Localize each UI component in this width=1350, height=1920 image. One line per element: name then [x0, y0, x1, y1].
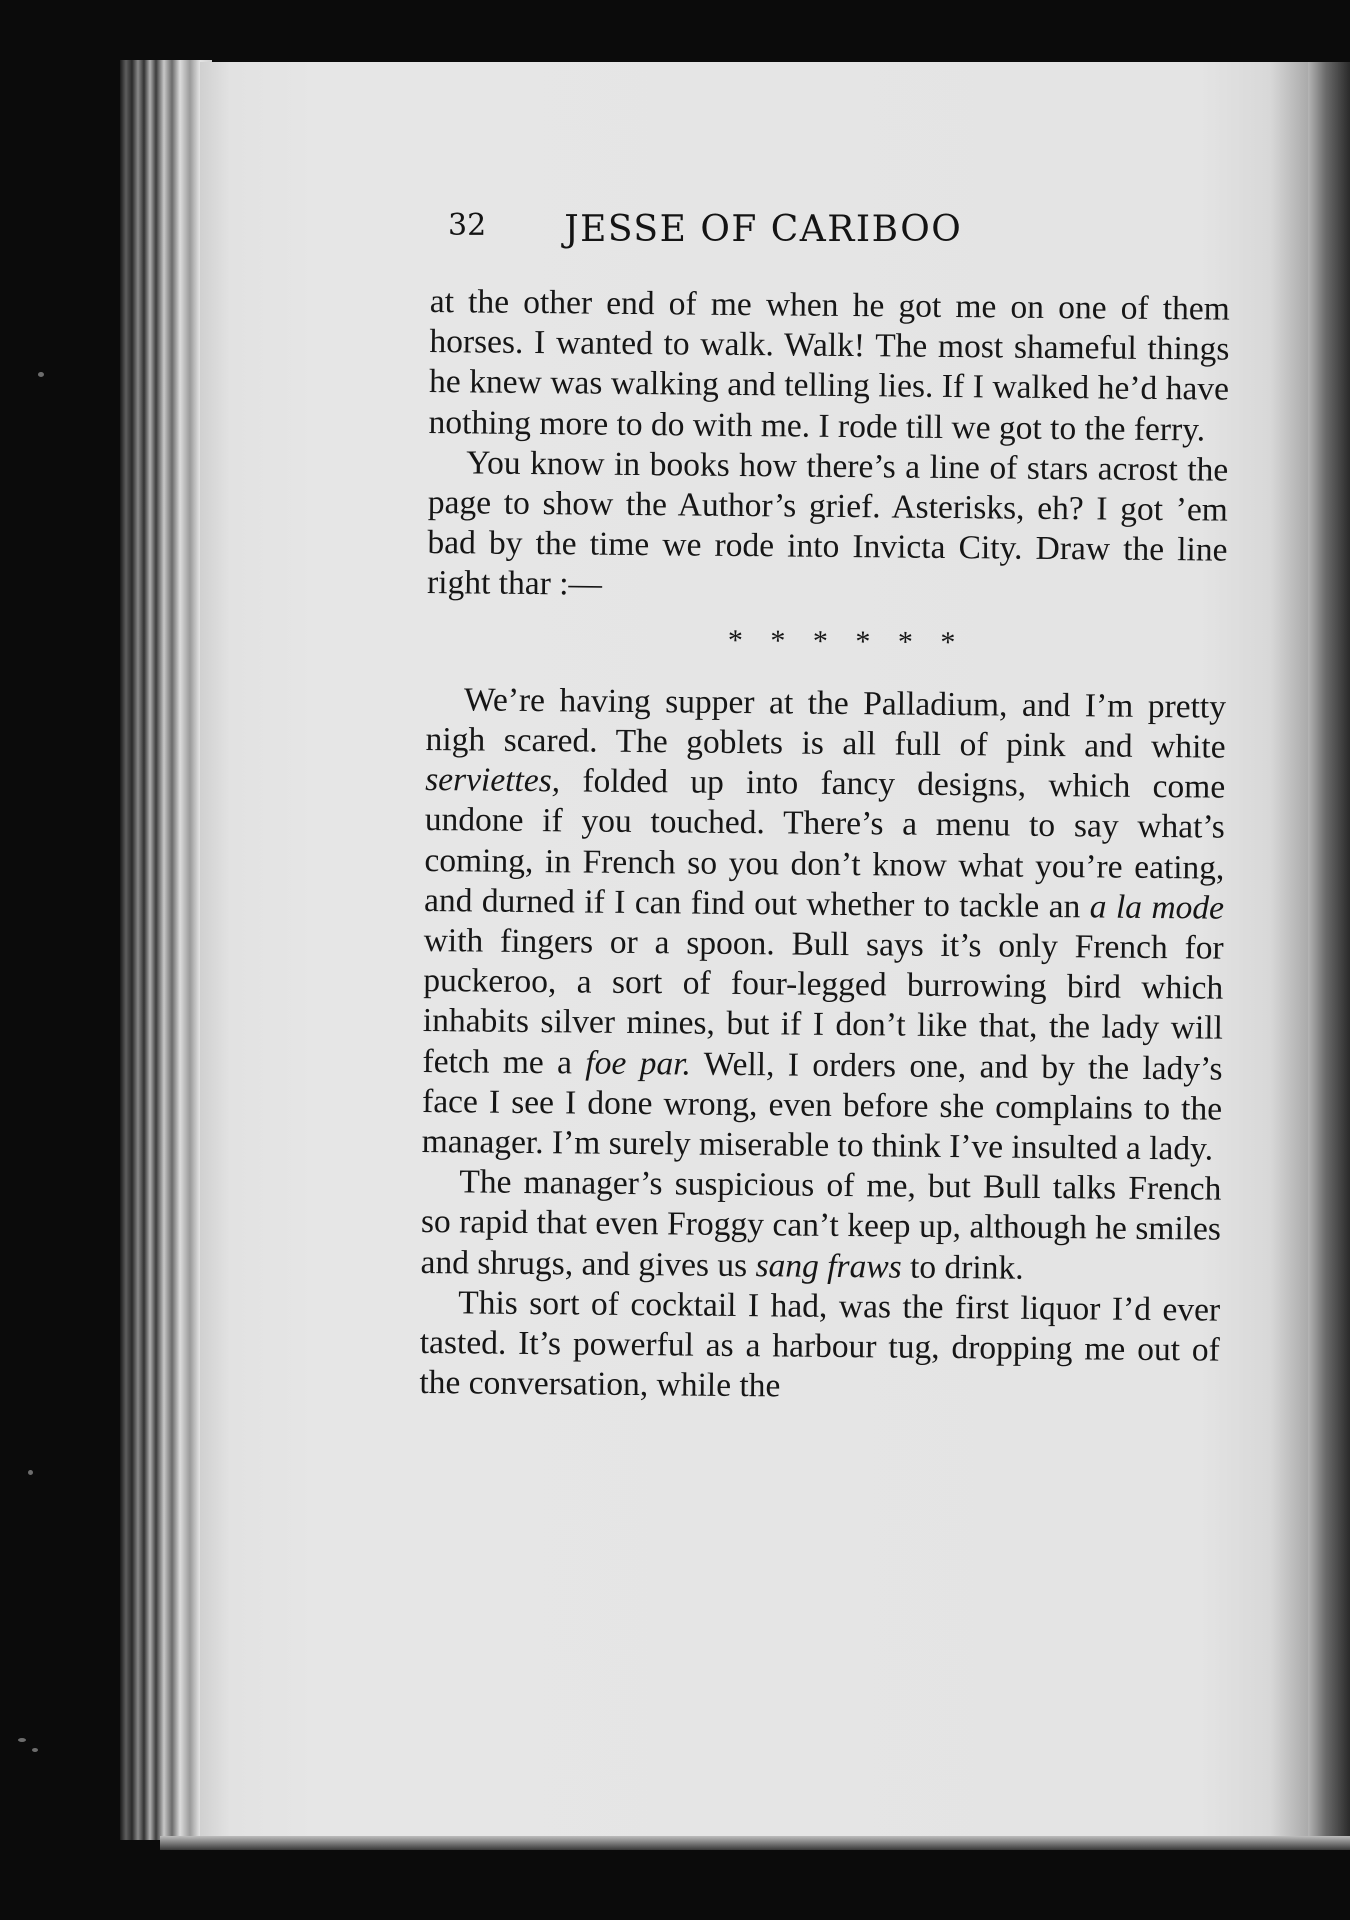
italic-a-la-mode: a la mode — [1089, 888, 1225, 927]
page-bottom-edge — [160, 1836, 1350, 1850]
italic-serviettes: serviettes, — [425, 761, 561, 800]
paragraph-3-text: We’re having supper at the Palladium, and I’m pretty nigh scared. The goblets is all full of pink and white — [425, 681, 1227, 766]
paragraph-3-text: Well, I orders one, and by the lady’s face I see I done wrong, even before she complains to the manager. I’m surely miserable to think I’ve insulted a lady. — [421, 1045, 1223, 1168]
running-title: JESSE OF CARIBOO — [564, 209, 963, 250]
book-binding-edge — [120, 60, 212, 1840]
scan-speck — [32, 1748, 38, 1752]
body-text — [419, 282, 1230, 1411]
paragraph-5: This sort of cocktail I had, was the first liquor I’d ever tasted. It’s powerful as a harbour tug, dropping me out of the conversation, while the — [419, 1284, 1221, 1405]
paragraph-4 — [420, 1162, 1221, 1290]
scan-speck — [28, 1470, 33, 1475]
page-number: 32 — [448, 208, 487, 243]
paragraph-1: at the other end of me when he got me on one of them horses. I wanted to walk. Walk! The most shameful things he knew was walking and telling lies. If I walked he’d have nothing more to do with me. I rode till we got to the ferry. — [428, 282, 1230, 449]
scan-speck — [18, 1738, 26, 1742]
italic-sang-fraws: sang fraws — [755, 1246, 902, 1286]
paragraph-3-text: with fingers or a spoon. Bull says it’s only French for puckeroo, a sort of four-legged burrowing bird which inhabits silver mines, but if I don’t like that, the lady will fetch me a — [422, 922, 1224, 1082]
running-head — [448, 208, 1058, 250]
paragraph-4-text: to drink. — [901, 1248, 1024, 1287]
paragraph-2: You know in books how there’s a line of stars acrost the page to show the Author’s grief. Asterisks, eh? I got ’em bad by the time we rode into Invicta City. Draw the line right thar :— — [426, 444, 1229, 604]
page-fore-edge — [1308, 62, 1350, 1837]
paragraph-3-text: folded up into fancy designs, which come undone if you touched. There’s a menu to say what’s coming, in French so you don’t know what you’re eating, and durned if I can find out whether to tackle an — [423, 762, 1226, 926]
paragraph-3 — [422, 680, 1227, 1170]
paragraph-4-text: The manager’s suspicious of me, but Bull talks French so rapid that even Froggy can’t keep up, although he smiles and shrugs, and gives us — [420, 1163, 1222, 1284]
section-break-asterisks: * * * * * * — [727, 623, 956, 659]
scan-speck — [38, 372, 44, 377]
italic-foe-par: foe par. — [585, 1044, 692, 1083]
